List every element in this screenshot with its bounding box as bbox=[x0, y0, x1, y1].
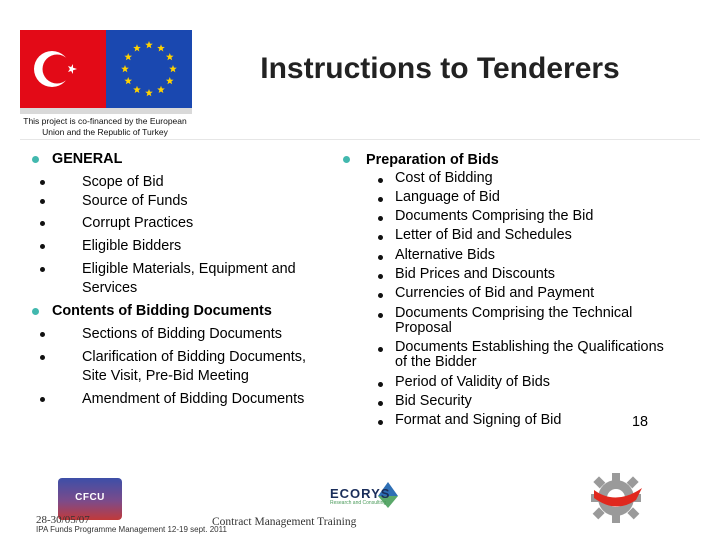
list-item: Source of Funds bbox=[82, 193, 188, 209]
bullet-icon bbox=[378, 420, 383, 425]
eu-star-icon bbox=[124, 53, 132, 60]
bullet-icon bbox=[40, 244, 45, 249]
bullet-icon bbox=[40, 180, 45, 185]
list-item: Bid Security bbox=[395, 393, 472, 409]
eu-star-icon bbox=[166, 53, 174, 60]
bullet-icon bbox=[378, 293, 383, 298]
section-bullet-icon bbox=[32, 156, 39, 163]
bullet-icon bbox=[378, 178, 383, 183]
list-item: Language of Bid bbox=[395, 189, 500, 205]
bullet-icon bbox=[378, 274, 383, 279]
eu-star-icon bbox=[121, 65, 129, 72]
eu-star-icon bbox=[145, 89, 153, 96]
list-item: Scope of Bid bbox=[82, 174, 164, 190]
list-item: Cost of Bidding bbox=[395, 170, 493, 186]
list-item: Eligible Materials, Equipment and Services bbox=[82, 261, 296, 296]
list-item: Letter of Bid and Schedules bbox=[395, 227, 572, 243]
ecorys-tagline: Research and Consulting bbox=[330, 500, 387, 506]
gear-logo bbox=[586, 470, 646, 526]
list-item: Clarification of Bidding Documents, Site Visit, Pre-Bid Meeting bbox=[82, 349, 306, 384]
list-item: Sections of Bidding Documents bbox=[82, 326, 282, 342]
eu-star-icon bbox=[145, 41, 153, 48]
bullet-icon bbox=[40, 221, 45, 226]
bullet-icon bbox=[378, 382, 383, 387]
section-bullet-icon bbox=[343, 156, 350, 163]
eu-star-icon bbox=[133, 86, 141, 93]
page-number: 18 bbox=[632, 414, 649, 430]
bullet-icon bbox=[40, 267, 45, 272]
turkey-flag-icon bbox=[20, 30, 106, 108]
title-divider bbox=[20, 139, 700, 140]
bullet-icon bbox=[40, 355, 45, 360]
flag-shadow bbox=[20, 108, 192, 114]
footer-center-text: Contract Management Training bbox=[212, 516, 357, 528]
eu-star-icon bbox=[133, 44, 141, 51]
list-item: Period of Validity of Bids bbox=[395, 374, 550, 390]
list-item: Currencies of Bid and Payment bbox=[395, 285, 595, 301]
eu-star-icon bbox=[157, 86, 165, 93]
cofinance-note: This project is co-financed by the European Union and the Republic of Turkey bbox=[23, 116, 187, 137]
list-item: Corrupt Practices bbox=[82, 215, 194, 231]
eu-star-icon bbox=[124, 77, 132, 84]
footer-programme: IPA Funds Programme Management 12-19 sept. 2011 bbox=[36, 525, 227, 534]
section-heading: Contents of Bidding Documents bbox=[52, 303, 272, 319]
list-item: Amendment of Bidding Documents bbox=[82, 391, 305, 407]
footer-date: 28-30/05/07 bbox=[36, 514, 90, 526]
bullet-icon bbox=[378, 313, 383, 318]
list-item: Documents Comprising the Technical Proposal bbox=[395, 305, 633, 336]
bullet-icon bbox=[378, 401, 383, 406]
list-item: Documents Comprising the Bid bbox=[395, 208, 594, 224]
bullet-icon bbox=[40, 199, 45, 204]
bullet-icon bbox=[40, 397, 45, 402]
section-heading: Preparation of Bids bbox=[366, 152, 499, 168]
page-title: Instructions to Tenderers bbox=[260, 52, 620, 85]
ecorys-logo-text: ECORYS bbox=[330, 486, 391, 501]
cfcu-logo-text: CFCU bbox=[75, 492, 105, 503]
bullet-icon bbox=[378, 216, 383, 221]
eu-star-icon bbox=[157, 44, 165, 51]
list-item: Documents Establishing the Qualifications of the Bidder bbox=[395, 339, 664, 370]
eu-star-icon bbox=[169, 65, 177, 72]
section-bullet-icon bbox=[32, 308, 39, 315]
list-item: Alternative Bids bbox=[395, 247, 495, 263]
section-heading: GENERAL bbox=[52, 151, 123, 167]
bullet-icon bbox=[378, 197, 383, 202]
eu-flag-icon bbox=[106, 30, 192, 108]
eu-star-icon bbox=[166, 77, 174, 84]
bullet-icon bbox=[378, 255, 383, 260]
bullet-icon bbox=[40, 332, 45, 337]
list-item: Format and Signing of Bid bbox=[395, 412, 562, 428]
bullet-icon bbox=[378, 235, 383, 240]
list-item: Bid Prices and Discounts bbox=[395, 266, 555, 282]
bullet-icon bbox=[378, 347, 383, 352]
list-item: Eligible Bidders bbox=[82, 238, 182, 254]
